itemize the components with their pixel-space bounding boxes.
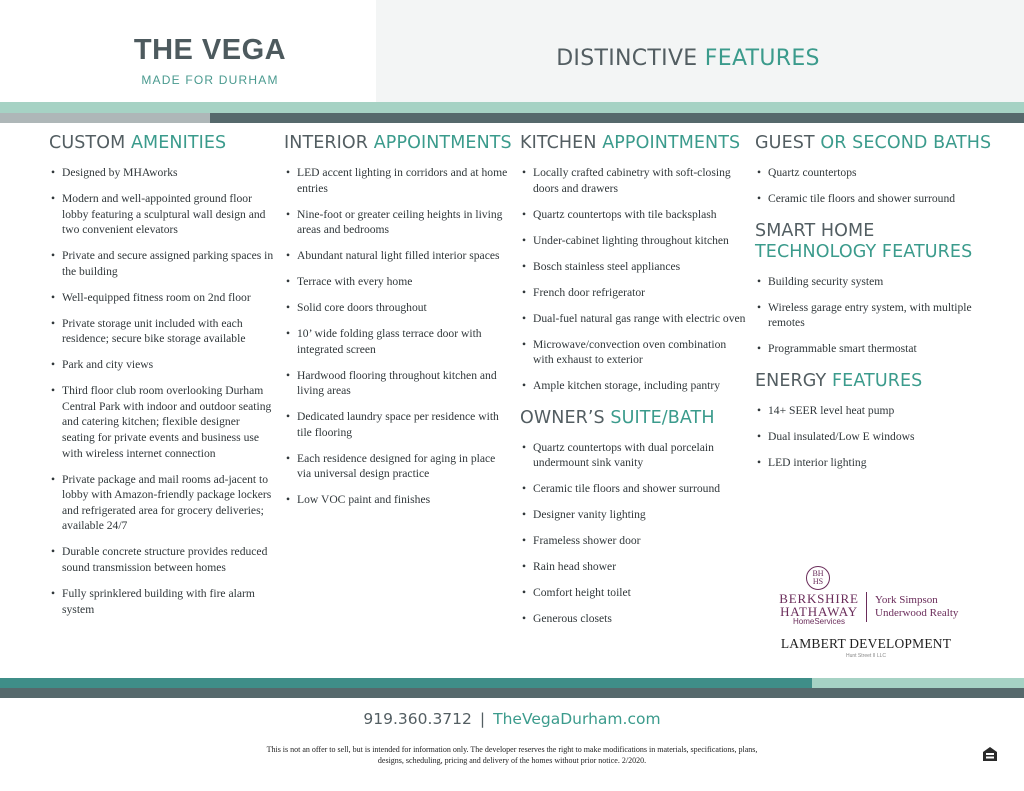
list-item: • Private package and mail rooms ad-jacent to lobby with Amazon-friendly package lockers and refrigerated area for grocery deliveries; available 24/7 [49,472,275,534]
list-item: • Modern and well-appointed ground floor lobby featuring a sculptural wall design and two convenient elevators [49,191,275,238]
header-stripe-top [0,102,1024,113]
equal-housing-opportunity-icon [982,746,998,762]
list-item: • Third floor club room overlooking Durham Central Park with indoor and outdoor seating and catering kitchen; flexible designer seating for private events and business use with wireless internet connection [49,383,275,461]
interior-appointments-list [284,165,510,508]
custom-amenities-section [49,133,275,628]
berkshire-hathaway-wordmark [776,592,862,618]
list-item: • Fully sprinklered building with fire alarm system [49,586,275,617]
berkshire-hathaway-logo-icon: BH HS [806,566,830,590]
list-item: • Nine-foot or greater ceiling heights in living areas and bedrooms [284,207,510,238]
list-item: • Building security system [755,274,995,290]
list-item: • Dual-fuel natural gas range with electric oven [520,311,746,327]
energy-heading [755,371,995,392]
list-item: • Terrace with every home [284,274,510,290]
kitchen-appointments-list [520,165,746,394]
list-item: • Solid core doors throughout [284,300,510,316]
kitchen-owners-column [520,133,746,637]
list-item: • Programmable smart thermostat [755,341,995,357]
website-link[interactable]: TheVegaDurham.com [493,710,661,728]
lambert-development-subtitle: Hunt Street II LLC [845,653,887,659]
brand-tagline: MADE FOR DURHAM [141,73,279,87]
heading-highlight: FEATURES [832,370,923,391]
heading-main: ENERGY [755,370,833,391]
list-item: • Rain head shower [520,559,746,575]
lambert-development-logo: LAMBERT DEVELOPMENT [780,636,952,651]
heading-main: CUSTOM [49,133,131,153]
contact-line [0,710,1024,728]
partner-line2: Underwood Realty [875,607,959,619]
heading-main: INTERIOR [284,133,374,153]
list-item: • Quartz countertops with dual porcelain undermount sink vanity [520,440,746,471]
custom-amenities-list [49,165,275,617]
heading-highlight: AMENITIES [130,133,227,153]
heading-main: SMART HOME [755,220,875,241]
partner-line1: York Simpson [875,594,938,606]
list-item: • Well-equipped fitness room on 2nd floor [49,290,275,306]
heading-highlight: SUITE/BATH [610,407,715,428]
interior-appointments-section [284,133,510,518]
kitchen-appointments-heading [520,133,746,154]
heading-highlight: OR SECOND BATHS [820,133,992,153]
list-item: • Quartz countertops with tile backsplash [520,207,746,223]
list-item: • Dual insulated/Low E windows [755,429,995,445]
footer-stripe-mint [812,678,1024,688]
logo-divider [866,592,867,622]
energy-list [755,403,995,471]
page-title-main: DISTINCTIVE [556,46,705,71]
list-item: • French door refrigerator [520,285,746,301]
list-item: • Locally crafted cabinetry with soft-closing doors and drawers [520,165,746,196]
footer-stripe-dark [0,688,1024,698]
custom-amenities-heading [49,133,275,154]
list-item: • Dedicated laundry space per residence with tile flooring [284,409,510,440]
list-item: • Private storage unit included with each residence; secure bike storage available [49,316,275,347]
list-item: • Bosch stainless steel appliances [520,259,746,275]
list-item: • Designer vanity lighting [520,507,746,523]
list-item: • Generous closets [520,611,746,627]
guest-smart-energy-column [755,133,995,481]
smart-home-heading [755,221,995,263]
list-item: • LED interior lighting [755,455,995,471]
berkshire-hathaway-subtitle: HomeServices [792,617,845,626]
brokerage-partner-name [875,594,958,620]
list-item: • Ceramic tile floors and shower surround [520,481,746,497]
heading-main: KITCHEN [520,133,603,153]
list-item: • 14+ SEER level heat pump [755,403,995,419]
page-title-highlight: FEATURES [704,46,820,71]
heading-highlight: APPOINTMENTS [373,133,512,153]
smart-home-list [755,274,995,357]
list-item: • Abundant natural light filled interior spaces [284,248,510,264]
list-item: • Under-cabinet lighting throughout kitchen [520,233,746,249]
heading-main: OWNER’S [520,407,611,428]
contact-separator: | [479,710,486,728]
list-item: • Frameless shower door [520,533,746,549]
list-item: • Quartz countertops [755,165,995,181]
list-item: • Wireless garage entry system, with multiple remotes [755,300,995,331]
list-item: • Designed by MHAworks [49,165,275,181]
owners-suite-heading [520,408,746,429]
list-item: • Low VOC paint and finishes [284,492,510,508]
footer-stripe-teal [0,678,812,688]
header-stripe-dark [210,113,1024,123]
legal-disclaimer: This is not an offer to sell, but is intended for information only. The developer reserves the right to make modifications in materials, specifications, plans, designs, scheduling, pricing and delivery of the homes without prior notice. 2/2020. [266,745,758,765]
list-item: • Park and city views [49,357,275,373]
page-title [376,46,1000,71]
guest-baths-list [755,165,995,207]
heading-main: GUEST [755,133,821,153]
list-item: • Hardwood flooring throughout kitchen and living areas [284,368,510,399]
interior-appointments-heading [284,133,510,154]
list-item: • Comfort height toilet [520,585,746,601]
list-item: • Ample kitchen storage, including pantry [520,378,746,394]
list-item: • Microwave/convection oven combination with exhaust to exterior [520,337,746,368]
list-item: • Each residence designed for aging in place via universal design practice [284,451,510,482]
bh-name-line2: HATHAWAY [780,604,858,619]
list-item: • Durable concrete structure provides reduced sound transmission between homes [49,544,275,575]
heading-highlight: TECHNOLOGY FEATURES [755,241,973,262]
list-item: • 10’ wide folding glass terrace door with integrated screen [284,326,510,357]
guest-baths-heading [755,133,995,154]
phone-number[interactable]: 919.360.3712 [363,710,472,728]
list-item: • LED accent lighting in corridors and at home entries [284,165,510,196]
brand-logo: THE VEGA [133,34,287,66]
bh-name-line1: BERKSHIRE [779,591,859,606]
list-item: • Private and secure assigned parking spaces in the building [49,248,275,279]
header-stripe-light [0,113,210,123]
heading-highlight: APPOINTMENTS [602,133,741,153]
owners-suite-list [520,440,746,627]
list-item: • Ceramic tile floors and shower surround [755,191,995,207]
